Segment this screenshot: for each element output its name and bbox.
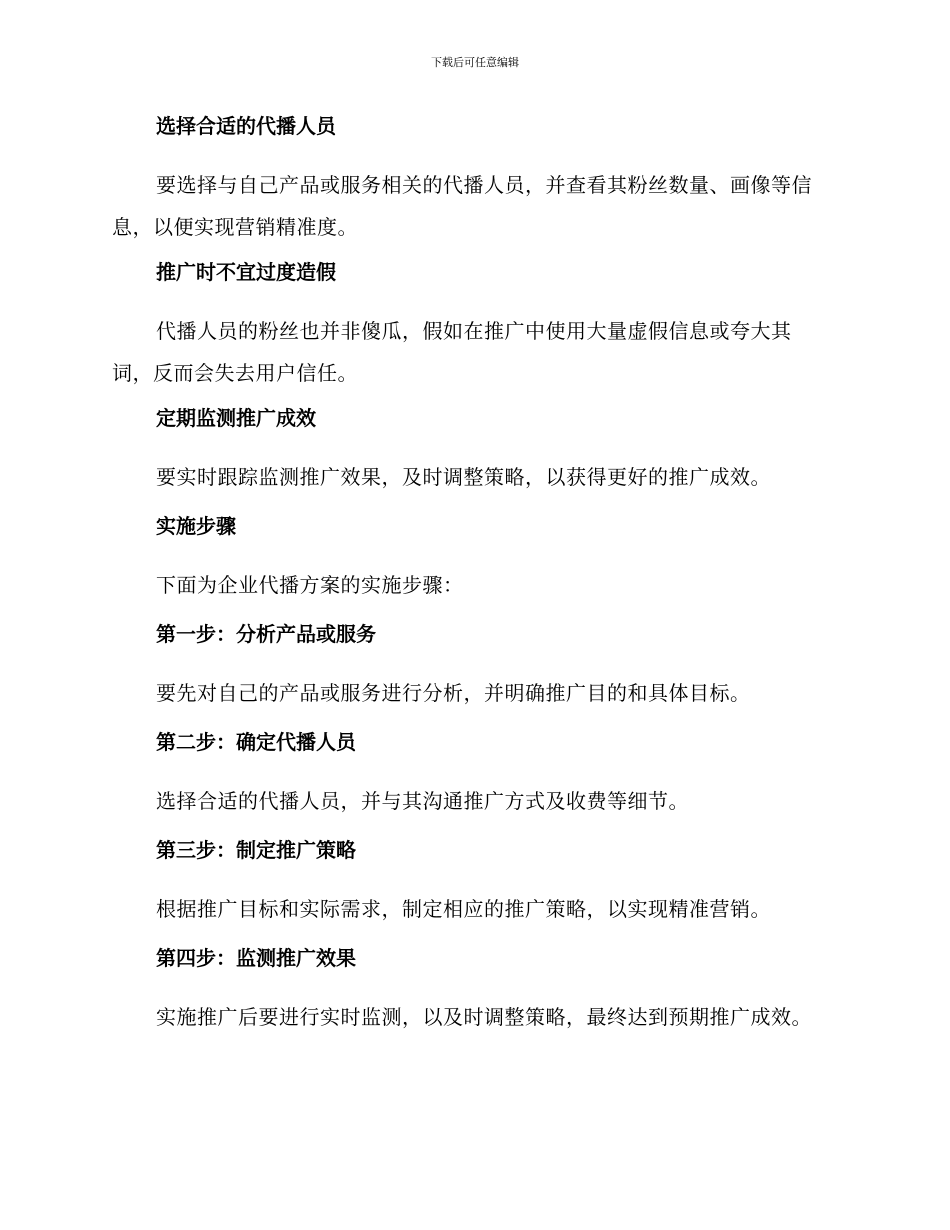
paragraph: 根据推广目标和实际需求，制定相应的推广策略，以实现精准营销。: [156, 897, 771, 921]
paragraph: 要实时跟踪监测推广效果，及时调整策略，以获得更好的推广成效。: [156, 465, 771, 489]
header-note: 下载后可任意编辑: [431, 56, 519, 69]
step-heading: 第一步：分析产品或服务: [156, 622, 376, 646]
section-heading: 选择合适的代播人员: [156, 114, 336, 138]
paragraph: 下面为企业代播方案的实施步骤：: [156, 573, 464, 597]
section-heading: 实施步骤: [156, 514, 236, 538]
paragraph: 要选择与自己产品或服务相关的代播人员，并查看其粉丝数量、画像等信息，以便实现营销精准度。: [112, 173, 812, 239]
paragraph: 要先对自己的产品或服务进行分析，并明确推广目的和具体目标。: [156, 681, 751, 705]
step-heading: 第四步：监测推广效果: [156, 946, 356, 970]
paragraph: 实施推广后要进行实时监测，以及时调整策略，最终达到预期推广成效。: [156, 1005, 812, 1029]
section-heading: 定期监测推广成效: [156, 406, 316, 430]
section-heading: 推广时不宜过度造假: [156, 260, 336, 284]
step-heading: 第二步：确定代播人员: [156, 730, 356, 754]
paragraph: 代播人员的粉丝也并非傻瓜，假如在推广中使用大量虚假信息或夸大其词，反而会失去用户信任。: [112, 319, 792, 385]
paragraph: 选择合适的代播人员，并与其沟通推广方式及收费等细节。: [156, 789, 689, 813]
document-body: [112, 110, 832, 1046]
step-heading: 第三步：制定推广策略: [156, 838, 356, 862]
